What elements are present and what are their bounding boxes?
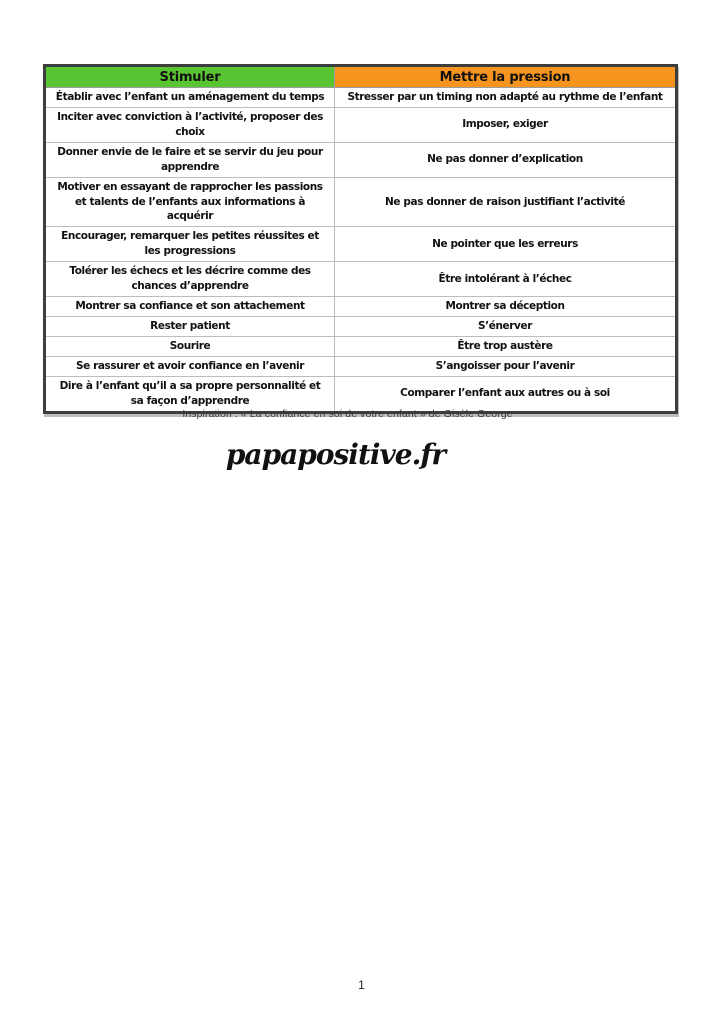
cell-pression: Ne pointer que les erreurs bbox=[335, 227, 677, 262]
table-header bbox=[45, 66, 677, 88]
table-row bbox=[45, 376, 677, 412]
table-row bbox=[45, 356, 677, 376]
cell-stimuler: Établir avec l’enfant un aménagement du temps bbox=[45, 88, 335, 108]
cell-pression: S’énerver bbox=[335, 316, 677, 336]
table-row bbox=[45, 108, 677, 143]
cell-pression: Ne pas donner d’explication bbox=[335, 142, 677, 177]
comparison-table bbox=[43, 64, 678, 414]
table-row bbox=[45, 142, 677, 177]
cell-stimuler: Motiver en essayant de rapprocher les passions et talents de l’enfants aux informations à acquérir bbox=[45, 177, 335, 227]
site-logo: papapositive.fr bbox=[225, 438, 446, 471]
table-row bbox=[45, 262, 677, 297]
cell-stimuler: Dire à l’enfant qu’il a sa propre personnalité et sa façon d’apprendre bbox=[45, 376, 335, 412]
table-row bbox=[45, 227, 677, 262]
table-row bbox=[45, 88, 677, 108]
header-row bbox=[45, 66, 677, 88]
table-row bbox=[45, 316, 677, 336]
cell-stimuler: Rester patient bbox=[45, 316, 335, 336]
cell-stimuler: Encourager, remarquer les petites réussites et les progressions bbox=[45, 227, 335, 262]
cell-pression: Être trop austère bbox=[335, 336, 677, 356]
cell-stimuler: Se rassurer et avoir confiance en l’avenir bbox=[45, 356, 335, 376]
page-number: 1 bbox=[358, 978, 365, 992]
table-row bbox=[45, 336, 677, 356]
table-body bbox=[45, 88, 677, 413]
header-cell-pression: Mettre la pression bbox=[335, 66, 677, 88]
cell-pression: Montrer sa déception bbox=[335, 296, 677, 316]
cell-stimuler: Donner envie de le faire et se servir du jeu pour apprendre bbox=[45, 142, 335, 177]
cell-pression: S’angoisser pour l’avenir bbox=[335, 356, 677, 376]
table-row bbox=[45, 296, 677, 316]
table-row bbox=[45, 177, 677, 227]
header-cell-stimuler: Stimuler bbox=[45, 66, 335, 88]
cell-pression: Être intolérant à l’échec bbox=[335, 262, 677, 297]
cell-stimuler: Tolérer les échecs et les décrire comme des chances d’apprendre bbox=[45, 262, 335, 297]
cell-stimuler: Montrer sa confiance et son attachement bbox=[45, 296, 335, 316]
attribution-text: Inspiration : « La confiance en soi de votre enfant » de Gisèle George bbox=[182, 408, 513, 420]
cell-stimuler: Sourire bbox=[45, 336, 335, 356]
cell-pression: Comparer l’enfant aux autres ou à soi bbox=[335, 376, 677, 412]
cell-pression: Imposer, exiger bbox=[335, 108, 677, 143]
cell-pression: Stresser par un timing non adapté au rythme de l’enfant bbox=[335, 88, 677, 108]
cell-stimuler: Inciter avec conviction à l’activité, proposer des choix bbox=[45, 108, 335, 143]
cell-pression: Ne pas donner de raison justifiant l’activité bbox=[335, 177, 677, 227]
